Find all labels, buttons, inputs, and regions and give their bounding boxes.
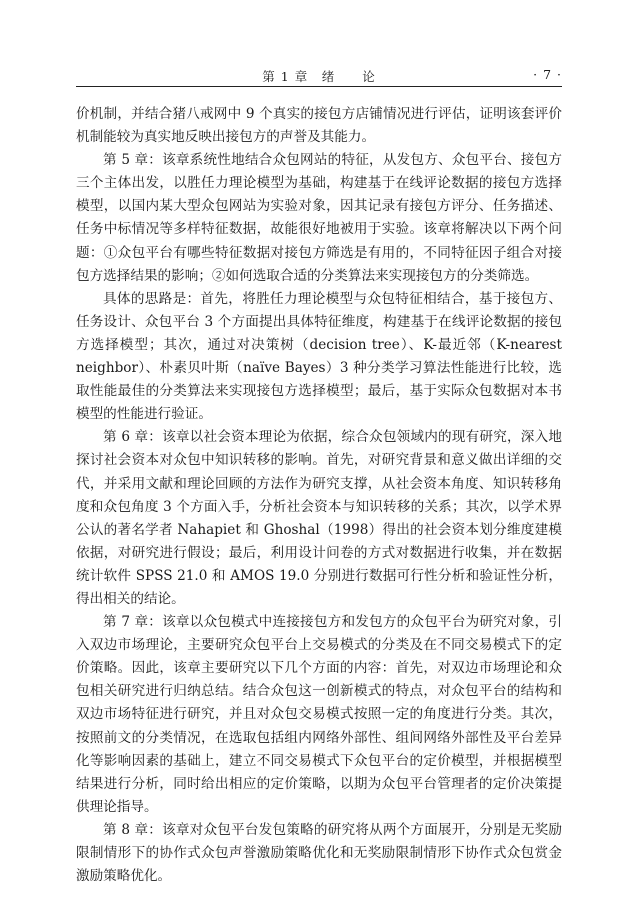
paragraph-continuation: 价机制，并结合猪八戒网中 9 个真实的接包方店铺情况进行评估，证明该套评价机制能较为真实地反映出接包方的声誉及其能力。 [76, 106, 562, 146]
paragraph-chapter-6: 第 6 章：该章以社会资本理论为依据，综合众包领域内的现有研究，深入地探讨社会资本对众包中知识转移的影响。首先，对研究背景和意义做出详细的交代，并采用文献和理论回顾的方法作为研究支撑，从社会资本角度、知识转移角度和众包角度 3 个方面入手，分析社会资本与知识转移的关系；其次，以学术界公认的著名学者 Nahapiet 和 Ghoshal（1998）得出的社会资本划分维度建模依据，对研究进行假设；最后，利用设计问卷的方式对数据进行收集，并在数据统计软件 SPSS 21.0 和 AMOS 19.0 分别进行数据可行性分析和验证性分析，得出相关的结论。 [76, 429, 562, 607]
body-text [76, 103, 562, 888]
paragraph-chapter-7: 第 7 章：该章以众包模式中连接接包方和发包方的众包平台为研究对象，引入双边市场理论，主要研究众包平台上交易模式的分类及在不同交易模式下的定价策略。因此，该章主要研究以下几个方面的内容：首先，对双边市场理论和众包相关研究进行归纳总结。结合众包这一创新模式的特点，对众包平台的结构和双边市场特征进行研究，并且对众包交易模式按照一定的角度进行分类。其次，按照前文的分类情况，在选取包括组内网络外部性、组间网络外部性及平台差异化等影响因素的基础上，建立不同交易模式下众包平台的定价模型，并根据模型结果进行分析，同时给出相应的定价策略，以期为众包平台管理者的定价决策提供理论指导。 [76, 614, 562, 815]
page-header [76, 64, 562, 87]
running-head-title: 第 1 章 绪 论 [262, 69, 376, 84]
paragraph-chapter-8: 第 8 章：该章对众包平台发包策略的研究将从两个方面展开，分别是无奖励限制情形下的协作式众包声誉激励策略优化和无奖励限制情形下协作式众包赏金激励策略优化。 [76, 821, 562, 885]
paragraph-chapter-5: 第 5 章：该章系统性地结合众包网站的特征，从发包方、众包平台、接包方三个主体出发，以胜任力理论模型为基础，构建基于在线评论数据的接包方选择模型，以国内某大型众包网站为实验对象，因其记录有接包方评分、任务描述、任务中标情况等多样特征数据，故能很好地被用于实验。该章将解决以下两个问题：①众包平台有哪些特征数据对接包方筛选是有用的，不同特征因子组合对接包方选择结果的影响；②如何选取合适的分类算法来实现接包方的分类筛选。 [76, 152, 562, 284]
page-number: · 7 · [533, 67, 562, 82]
paragraph-approach: 具体的思路是：首先，将胜任力理论模型与众包特征相结合，基于接包方、任务设计、众包平台 3 个方面提出具体特征维度，构建基于在线评论数据的接包方选择模型；其次，通过对决策树（decision tree）、K-最近邻（K-nearest neighbor）、朴素贝叶斯（naïve Bayes）3 种分类学习算法性能进行比较，选取性能最佳的分类算法来实现接包方选择模型；最后，基于实际众包数据对本书模型的性能进行验证。 [76, 290, 562, 423]
